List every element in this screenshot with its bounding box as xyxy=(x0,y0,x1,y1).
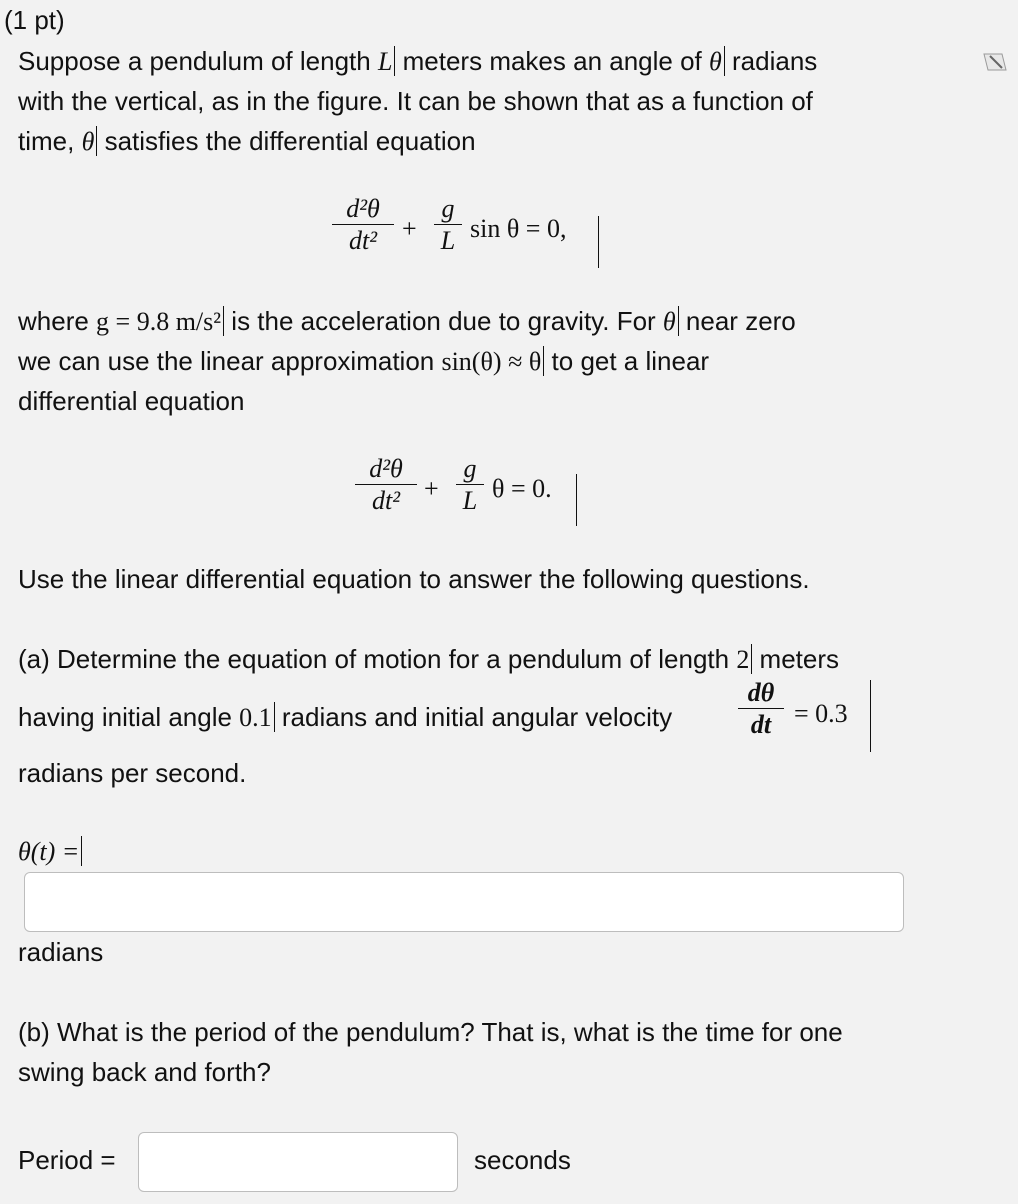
period-units: seconds xyxy=(474,1145,571,1175)
eq1-plus: + xyxy=(402,214,417,243)
where-line-1: where g = 9.8 m/s² is the acceleration due to gravity. For θ near zero xyxy=(18,306,796,336)
part-b-line-1: (b) What is the period of the pendulum? That is, what is the time for one xyxy=(18,1017,843,1047)
pencil-corner-icon[interactable] xyxy=(982,50,1008,72)
linear-approximation: sin(θ) ≈ θ xyxy=(441,347,542,376)
points-label: (1 pt) xyxy=(4,5,65,35)
var-L: L xyxy=(377,47,393,76)
instruction-text: Use the linear differential equation to answer the following questions. xyxy=(18,564,810,594)
part-a-line-1: (a) Determine the equation of motion for a pendulum of length 2 meters xyxy=(18,644,840,674)
intro-line-1: Suppose a pendulum of length L meters makes an angle of θ radians xyxy=(18,46,818,76)
eq2-tail: θ = 0. xyxy=(492,474,552,503)
initial-angle: 0.1 xyxy=(239,703,272,732)
period-label: Period = xyxy=(18,1145,116,1175)
g-value: g = 9.8 m/s² xyxy=(96,307,222,336)
eq1-tail: sin θ = 0, xyxy=(470,214,567,243)
intro-line-3: time, θ satisfies the differential equation xyxy=(18,126,476,156)
where-line-3: differential equation xyxy=(18,386,245,416)
pendulum-length: 2 xyxy=(736,645,750,674)
theta-units: radians xyxy=(18,937,104,967)
eq1-fraction-d2theta: d²θ dt² xyxy=(332,194,394,257)
eq2-fraction-d2theta: d²θ dt² xyxy=(355,454,417,517)
eq1-fraction-g-over-L: g L xyxy=(434,194,462,257)
theta-answer-input[interactable] xyxy=(24,872,904,932)
period-input[interactable] xyxy=(138,1132,458,1192)
var-theta: θ xyxy=(709,47,722,76)
part-a-line-2: having initial angle 0.1 radians and initial angular velocity xyxy=(18,702,673,732)
eq2-fraction-g-over-L: g L xyxy=(456,454,484,517)
eq2-plus: + xyxy=(424,474,439,503)
where-line-2: we can use the linear approximation sin(θ) ≈ θ to get a linear xyxy=(18,346,710,376)
dtheta-dt-fraction: dθ dt xyxy=(738,678,784,741)
initial-angular-velocity: = 0.3 xyxy=(794,699,848,728)
theta-answer-label: θ(t) = xyxy=(18,832,82,872)
part-b-line-2: swing back and forth? xyxy=(18,1057,271,1087)
intro-line-2: with the vertical, as in the figure. It can be shown that as a function of xyxy=(18,86,813,116)
part-a-line-3: radians per second. xyxy=(18,758,247,788)
